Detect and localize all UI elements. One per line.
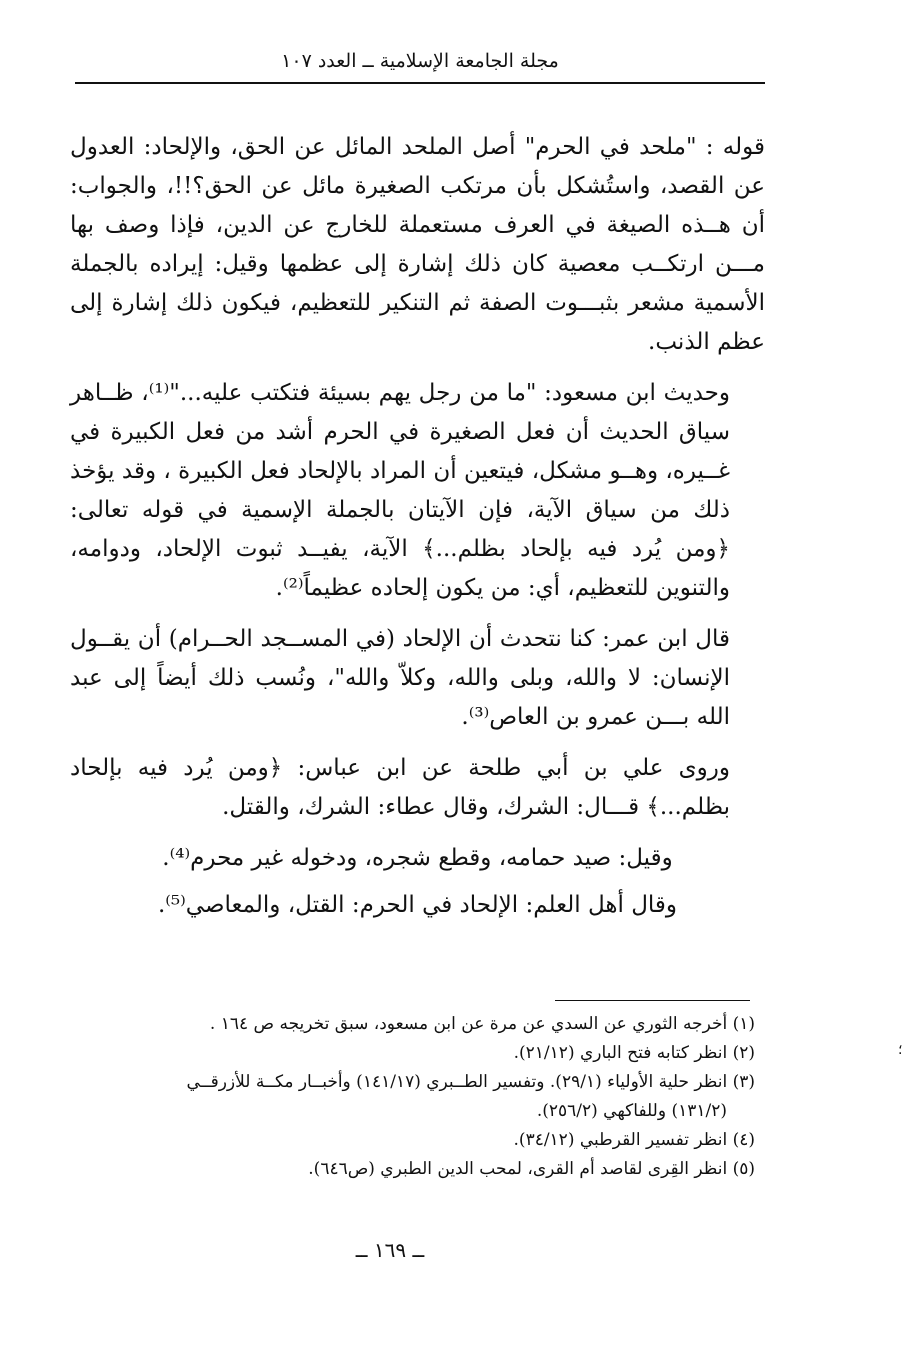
paragraph: وحديث ابن مسعود: "ما من رجل يهم بسيئة فتكتب عليه..."⁽¹⁾، ظــاهر سياق الحديث أن فعل الصغيرة في الحرم أشد من فعل الكبيرة في غــيره، وهــو مشكل، فيتعين أن المراد بالإلحاد فعل الكبيرة ، وقد يؤخذ ذلك من سياق الآية، فإن الآيتان بالجملة الإسمية في قوله تعالى: ﴿ومن يُرد فيه بإلحاد بظلم...﴾ الآية، يفيــد ثبوت الإلحاد، ودوامه، والتنوين للتعظيم، أي: من يكون إلحاده عظيماً⁽²⁾. <box>70 380 730 601</box>
main-text <box>70 128 765 933</box>
footnote: (٢) انظر كتابه فتح الباري (٢١/١٢). <box>513 1043 755 1063</box>
journal-header: مجلة الجامعة الإسلامية ــ العدد ١٠٧ <box>281 50 559 72</box>
page-number: ــ ١٦٩ ــ <box>355 1238 425 1262</box>
paragraph: وروى علي بن أبي طلحة عن ابن عباس: ﴿ومن يُرد فيه بإلحاد بظلم...﴾ قـــال: الشرك، وقال عطاء: الشرك، والقتل. <box>70 755 730 820</box>
paragraph: قوله : "ملحد في الحرم" أصل الملحد المائل عن الحق، والإلحاد: العدول عن القصد، واستُشكل بأن مرتكب الصغيرة مائل عن الحق؟!!، والجواب: أن هــذه الصيغة في العرف مستعملة للخارج عن الدين، فإذا وصف بها مـــن ارتكــب معصية كان ذلك إشارة إلى عظمها وقيل: إيراده بالجملة الأسمية مشعر بثبـــوت الصفة ثم التنكير للتعظيم، فيكون ذلك إشارة إلى عظم الذنب. <box>70 134 765 355</box>
footnote-rule <box>555 1000 750 1001</box>
footnotes <box>45 1010 755 1184</box>
margin-mark: ؛ <box>898 1042 903 1058</box>
footnote-continuation: (١٣١/٢) وللفاكهي (٢٥٦/٢). <box>536 1101 727 1121</box>
footnote: (٣) انظر حلية الأولياء (٢٩/١). وتفسير الطــبري (١٤١/١٧) وأخبــار مكــة للأزرقــي <box>186 1072 755 1092</box>
footnote: (٥) انظر القِرى لقاصد أم القرى، لمحب الدين الطبري (ص٦٤٦). <box>308 1159 755 1179</box>
footnote: (١) أخرجه الثوري عن السدي عن مرة عن ابن مسعود، سبق تخريجه ص ١٦٤ . <box>209 1014 755 1034</box>
header-rule <box>75 82 765 84</box>
paragraph: وقال أهل العلم: الإلحاد في الحرم: القتل، والمعاصي⁽⁵⁾. <box>157 892 678 918</box>
paragraph: وقيل: صيد حمامه، وقطع شجره، ودخوله غير محرم⁽⁴⁾. <box>162 845 673 871</box>
paragraph: قال ابن عمر: كنا نتحدث أن الإلحاد (في المســجد الحــرام) أن يقــول الإنسان: لا والله، وبلى والله، وكلاّ والله"، ونُسب ذلك أيضاً إلى عبد الله بـــن عمرو بن العاص⁽³⁾. <box>70 626 730 730</box>
footnote: (٤) انظر تفسير القرطبي (٣٤/١٢). <box>513 1130 755 1150</box>
